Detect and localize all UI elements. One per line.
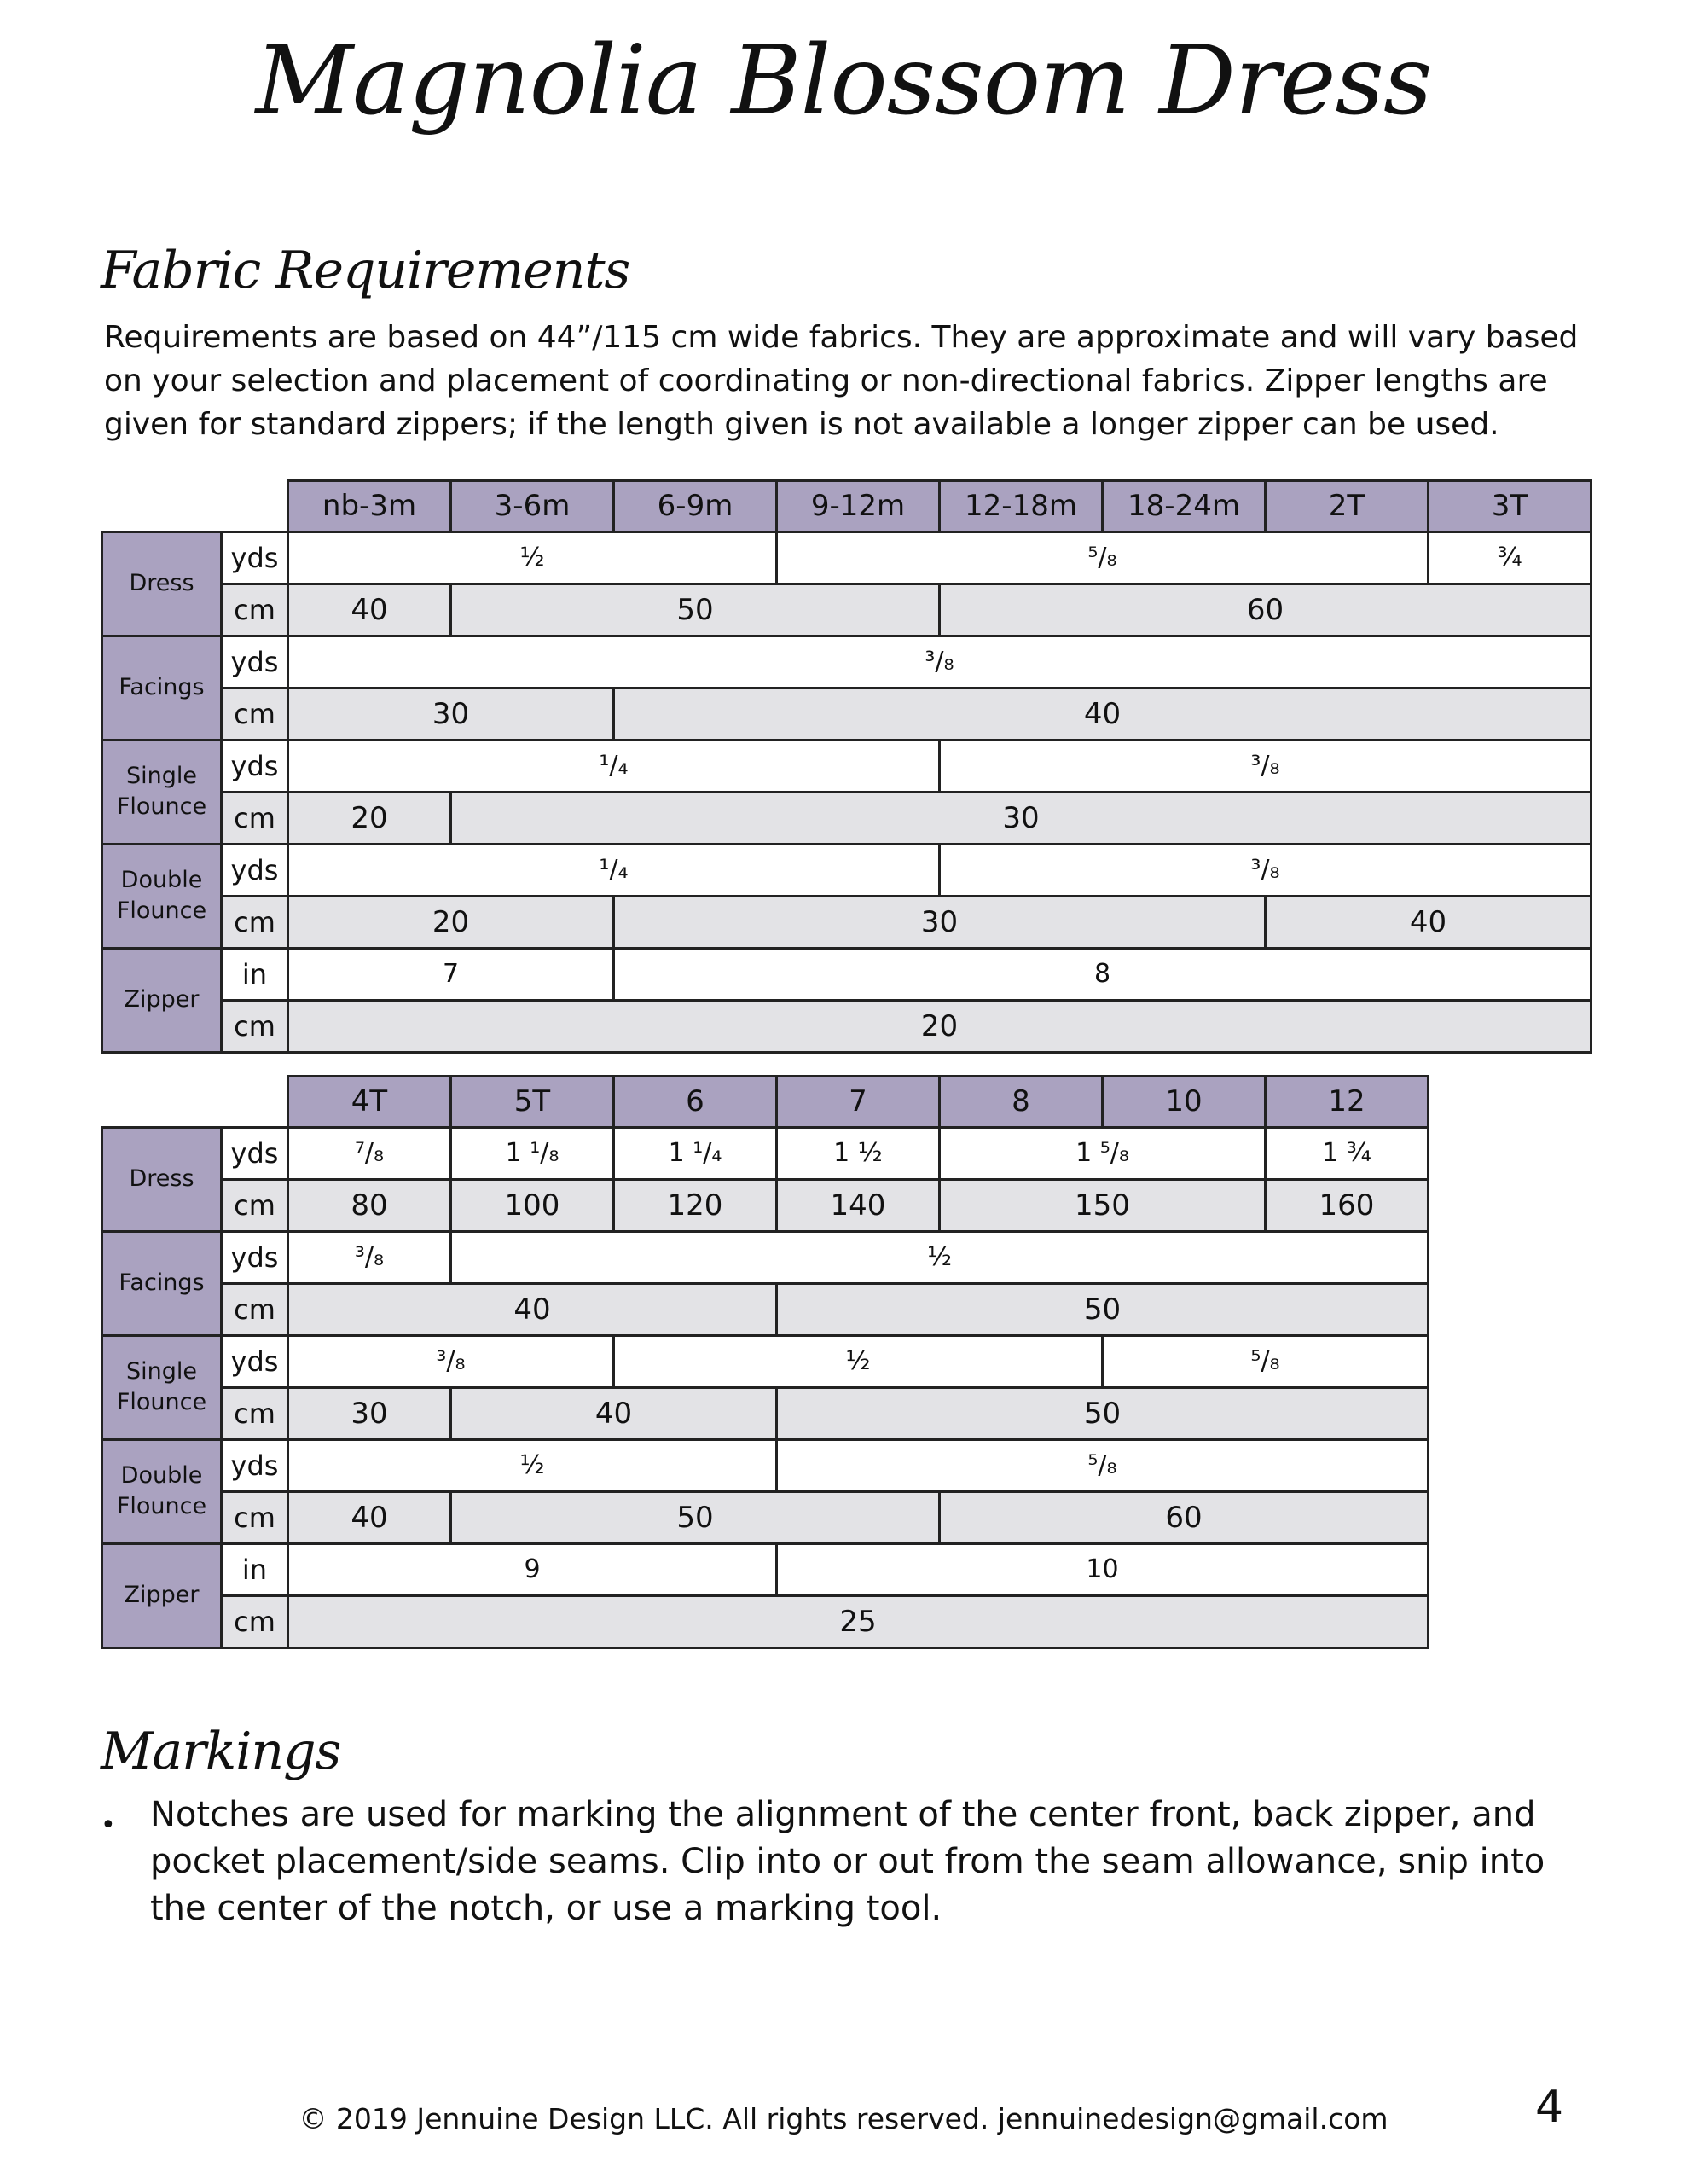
amount-cell: 50	[777, 1387, 1429, 1439]
amount-cell: 60	[940, 584, 1591, 636]
size-header-row	[102, 1077, 1429, 1128]
category-label: Zipper	[102, 948, 222, 1052]
amount-cell: ³/₈	[288, 1231, 451, 1283]
size-header: 12-18m	[940, 481, 1103, 532]
amount-cell: 40	[614, 688, 1591, 740]
amount-cell: ³/₈	[288, 1335, 614, 1387]
unit-label: cm	[222, 1387, 288, 1439]
requirement-row	[102, 844, 1591, 896]
category-label: Single Flounce	[102, 1335, 222, 1439]
amount-cell: 40	[1266, 896, 1591, 948]
category-label: Single Flounce	[102, 740, 222, 844]
amount-cell: 20	[288, 896, 614, 948]
unit-label: yds	[222, 636, 288, 688]
requirement-row	[102, 1491, 1429, 1543]
amount-cell: 40	[451, 1387, 777, 1439]
amount-cell: 40	[288, 1491, 451, 1543]
category-label: Facings	[102, 1231, 222, 1335]
unit-label: cm	[222, 1000, 288, 1052]
unit-label: yds	[222, 844, 288, 896]
amount-cell: 1 ¾	[1266, 1127, 1429, 1179]
amount-cell: 80	[288, 1179, 451, 1231]
size-header: 7	[777, 1077, 940, 1128]
amount-cell: 1 ½	[777, 1127, 940, 1179]
requirement-row	[102, 1543, 1429, 1595]
amount-cell: 160	[1266, 1179, 1429, 1231]
requirement-row	[102, 1179, 1429, 1231]
requirement-row	[102, 1387, 1429, 1439]
amount-cell: 120	[614, 1179, 777, 1231]
unit-label: cm	[222, 896, 288, 948]
requirement-row	[102, 1127, 1429, 1179]
amount-cell: ½	[288, 1439, 777, 1491]
unit-label: cm	[222, 1179, 288, 1231]
amount-cell: 30	[288, 688, 614, 740]
amount-cell: 60	[940, 1491, 1429, 1543]
category-label: Dress	[102, 1127, 222, 1231]
unit-label: cm	[222, 1491, 288, 1543]
unit-label: yds	[222, 1335, 288, 1387]
amount-cell: ½	[451, 1231, 1429, 1283]
amount-cell: 30	[451, 792, 1591, 844]
bullet-marker: •	[101, 1810, 116, 1840]
amount-cell: ⁵/₈	[777, 1439, 1429, 1491]
size-header: 6	[614, 1077, 777, 1128]
amount-cell: 30	[614, 896, 1266, 948]
unit-label: cm	[222, 584, 288, 636]
requirement-row	[102, 792, 1591, 844]
amount-cell: ⁵/₈	[1103, 1335, 1429, 1387]
requirement-row	[102, 1439, 1429, 1491]
size-header: 2T	[1266, 481, 1429, 532]
amount-cell: 30	[288, 1387, 451, 1439]
size-header: 8	[940, 1077, 1103, 1128]
unit-label: cm	[222, 1283, 288, 1335]
size-header: 18-24m	[1103, 481, 1266, 532]
amount-cell: 150	[940, 1179, 1266, 1231]
amount-cell: 8	[614, 948, 1591, 1000]
size-header: 5T	[451, 1077, 614, 1128]
amount-cell: 100	[451, 1179, 614, 1231]
unit-label: cm	[222, 688, 288, 740]
requirement-row	[102, 1335, 1429, 1387]
unit-label: yds	[222, 1439, 288, 1491]
amount-cell: ⁷/₈	[288, 1127, 451, 1179]
unit-label: yds	[222, 531, 288, 584]
size-header: 10	[1103, 1077, 1266, 1128]
unit-label: yds	[222, 1231, 288, 1283]
amount-cell: ½	[614, 1335, 1103, 1387]
size-header: 4T	[288, 1077, 451, 1128]
amount-cell: 50	[777, 1283, 1429, 1335]
page-title: Magnolia Blossom Dress	[255, 26, 1432, 136]
header-spacer	[102, 1077, 288, 1128]
amount-cell: ³/₈	[940, 844, 1591, 896]
category-label: Double Flounce	[102, 1439, 222, 1543]
requirement-row	[102, 948, 1591, 1000]
amount-cell: ³/₈	[288, 636, 1591, 688]
amount-cell: 25	[288, 1595, 1429, 1647]
unit-label: yds	[222, 1127, 288, 1179]
amount-cell: ½	[288, 531, 777, 584]
unit-label: in	[222, 948, 288, 1000]
header-spacer	[102, 481, 288, 532]
amount-cell: 7	[288, 948, 614, 1000]
amount-cell: 140	[777, 1179, 940, 1231]
size-header: 3-6m	[451, 481, 614, 532]
fabric-requirements-heading: Fabric Requirements	[101, 241, 630, 300]
markings-bullet-text: Notches are used for marking the alignment of the center front, back zipper, and pocket placement/side seams. Clip into or out from the seam allowance, snip into the center of the notch, or use a marking tool.	[150, 1795, 1545, 1928]
amount-cell: 20	[288, 792, 451, 844]
requirement-row	[102, 531, 1591, 584]
amount-cell: ¾	[1429, 531, 1591, 584]
size-header-row	[102, 481, 1591, 532]
fabric-table-baby-toddler	[101, 479, 1592, 1054]
amount-cell: 50	[451, 1491, 940, 1543]
amount-cell: 10	[777, 1543, 1429, 1595]
amount-cell: 1 ¹/₈	[451, 1127, 614, 1179]
requirement-row	[102, 1000, 1591, 1052]
intro-paragraph: Requirements are based on 44”/115 cm wide fabrics. They are approximate and will vary based on your selection and placement of coordinating or non-directional fabrics. Zipper lengths are given for standard zippers; if the length given is not available a longer zipper can be used.	[104, 320, 1579, 442]
requirement-row	[102, 1595, 1429, 1647]
footer-copyright: © 2019 Jennuine Design LLC. All rights reserved. jennuinedesign@gmail.com	[299, 2102, 1388, 2135]
size-header: 3T	[1429, 481, 1591, 532]
amount-cell: 1 ⁵/₈	[940, 1127, 1266, 1179]
requirement-row	[102, 636, 1591, 688]
requirement-row	[102, 896, 1591, 948]
size-header: 9-12m	[777, 481, 940, 532]
requirement-row	[102, 1231, 1429, 1283]
markings-heading: Markings	[101, 1722, 341, 1781]
requirement-row	[102, 688, 1591, 740]
size-header: nb-3m	[288, 481, 451, 532]
fabric-table-kids	[101, 1075, 1429, 1649]
requirement-row	[102, 1283, 1429, 1335]
unit-label: yds	[222, 740, 288, 792]
amount-cell: ⁵/₈	[777, 531, 1429, 584]
amount-cell: 1 ¹/₄	[614, 1127, 777, 1179]
amount-cell: ¹/₄	[288, 740, 940, 792]
amount-cell: 9	[288, 1543, 777, 1595]
requirement-row	[102, 740, 1591, 792]
size-header: 6-9m	[614, 481, 777, 532]
unit-label: cm	[222, 792, 288, 844]
page-number: 4	[1535, 2082, 1564, 2133]
amount-cell: ³/₈	[940, 740, 1591, 792]
amount-cell: 40	[288, 584, 451, 636]
amount-cell: 50	[451, 584, 940, 636]
category-label: Facings	[102, 636, 222, 740]
amount-cell: ¹/₄	[288, 844, 940, 896]
size-header: 12	[1266, 1077, 1429, 1128]
category-label: Zipper	[102, 1543, 222, 1647]
unit-label: in	[222, 1543, 288, 1595]
requirement-row	[102, 584, 1591, 636]
category-label: Double Flounce	[102, 844, 222, 948]
unit-label: cm	[222, 1595, 288, 1647]
category-label: Dress	[102, 531, 222, 636]
amount-cell: 20	[288, 1000, 1591, 1052]
amount-cell: 40	[288, 1283, 777, 1335]
